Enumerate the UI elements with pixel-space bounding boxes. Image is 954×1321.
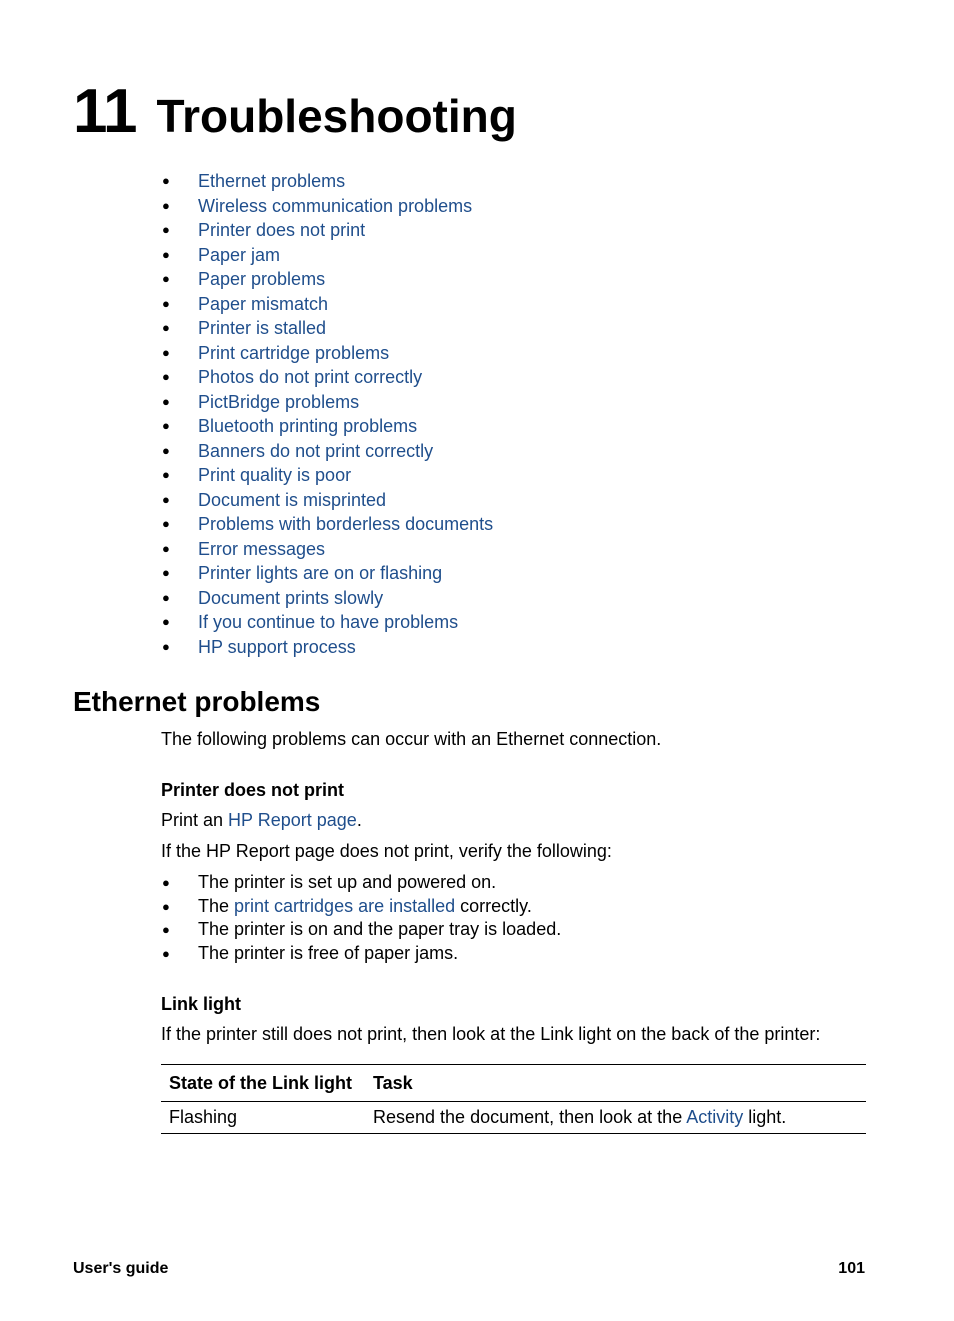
toc-link-error-messages[interactable]: Error messages bbox=[198, 538, 326, 559]
activity-link[interactable]: Activity bbox=[686, 1107, 744, 1127]
chapter-toc-list bbox=[162, 169, 493, 659]
bullet-icon: ● bbox=[162, 173, 170, 188]
toc-item bbox=[162, 218, 493, 243]
bullet-icon: ● bbox=[162, 442, 170, 458]
toc-link-problems-with-borderless-documents[interactable]: Problems with borderless documents bbox=[198, 514, 494, 534]
bullet-icon: ● bbox=[162, 638, 170, 654]
toc-link-hp-support-process[interactable]: HP support process bbox=[198, 636, 356, 657]
link-light-intro: If the printer still does not print, then look at the Link light on the back of the printer: bbox=[161, 1024, 821, 1044]
bullet-icon: ● bbox=[162, 344, 170, 360]
toc-link-banners-do-not-print-correctly[interactable]: Banners do not print correctly bbox=[198, 440, 434, 461]
bullet-icon: ● bbox=[162, 271, 170, 286]
toc-item bbox=[162, 267, 493, 292]
chapter-heading bbox=[73, 76, 517, 147]
bullet-icon: ● bbox=[162, 589, 170, 605]
list-item-text: The printer is set up and powered on. bbox=[198, 872, 497, 892]
bullet-icon: ● bbox=[162, 393, 170, 409]
bullet-icon: ● bbox=[162, 197, 170, 213]
toc-item bbox=[162, 243, 493, 268]
list-item bbox=[162, 871, 561, 895]
list-item bbox=[162, 942, 561, 966]
toc-link-print-cartridge-problems[interactable]: Print cartridge problems bbox=[198, 342, 390, 363]
bullet-icon: ● bbox=[162, 946, 170, 962]
toc-link-print-quality-is-poor[interactable]: Print quality is poor bbox=[198, 465, 352, 485]
toc-item bbox=[162, 488, 493, 513]
bullet-icon: ● bbox=[162, 491, 170, 507]
toc-item bbox=[162, 341, 493, 366]
bullet-icon: ● bbox=[162, 246, 170, 262]
task-suffix: light. bbox=[743, 1107, 787, 1127]
toc-link-printer-is-stalled[interactable]: Printer is stalled bbox=[198, 318, 327, 338]
toc-item bbox=[162, 610, 493, 635]
list-item bbox=[162, 918, 561, 942]
subheading-link-light: Link light bbox=[161, 994, 241, 1014]
section-heading: Ethernet problems bbox=[73, 686, 321, 717]
toc-item bbox=[162, 635, 493, 660]
list-item-text-prefix: The bbox=[198, 895, 235, 916]
footer-guide-title: User's guide bbox=[73, 1260, 169, 1277]
bullet-icon: ● bbox=[162, 922, 170, 938]
toc-item bbox=[162, 169, 493, 194]
cell-task bbox=[365, 1102, 866, 1134]
list-item bbox=[162, 895, 561, 919]
toc-link-printer-lights[interactable]: Printer lights are on or flashing bbox=[198, 563, 443, 583]
link-light-table bbox=[161, 1064, 866, 1134]
bullet-icon: ● bbox=[162, 369, 170, 384]
list-item-text-suffix: correctly. bbox=[455, 895, 532, 916]
bullet-icon: ● bbox=[162, 516, 170, 531]
toc-link-printer-does-not-print[interactable]: Printer does not print bbox=[198, 220, 366, 240]
toc-item bbox=[162, 537, 493, 562]
print-cartridges-installed-link[interactable]: print cartridges are installed bbox=[234, 895, 456, 916]
section-intro: The following problems can occur with an Ethernet connection. bbox=[161, 729, 662, 749]
verify-list bbox=[162, 871, 561, 966]
list-item-text: The printer is free of paper jams. bbox=[198, 943, 459, 964]
toc-item bbox=[162, 512, 493, 537]
toc-link-document-is-misprinted[interactable]: Document is misprinted bbox=[198, 489, 387, 510]
bullet-icon: ● bbox=[162, 222, 170, 237]
footer-page-number: 101 bbox=[838, 1260, 865, 1277]
toc-link-wireless-communication-problems[interactable]: Wireless communication problems bbox=[198, 195, 473, 216]
toc-link-paper-problems[interactable]: Paper problems bbox=[198, 269, 326, 289]
bullet-icon: ● bbox=[162, 320, 170, 335]
toc-link-bluetooth-printing-problems[interactable]: Bluetooth printing problems bbox=[198, 416, 418, 436]
column-header-state: State of the Link light bbox=[169, 1072, 352, 1093]
bullet-icon: ● bbox=[162, 540, 170, 556]
table-row bbox=[161, 1102, 866, 1134]
toc-link-document-prints-slowly[interactable]: Document prints slowly bbox=[198, 587, 384, 608]
toc-item bbox=[162, 316, 493, 341]
hp-report-page-link[interactable]: HP Report page bbox=[228, 810, 357, 830]
bullet-icon: ● bbox=[162, 295, 170, 311]
toc-link-ethernet-problems[interactable]: Ethernet problems bbox=[198, 171, 346, 191]
bullet-icon: ● bbox=[162, 614, 170, 629]
table-header-row bbox=[161, 1065, 866, 1102]
list-item-text: The printer is on and the paper tray is loaded. bbox=[198, 919, 562, 940]
bullet-icon: ● bbox=[162, 418, 170, 433]
cell-state: Flashing bbox=[169, 1107, 238, 1127]
subheading-printer-does-not-print: Printer does not print bbox=[161, 780, 345, 800]
chapter-title: Troubleshooting bbox=[156, 90, 517, 142]
toc-item bbox=[162, 463, 493, 488]
toc-link-pictbridge-problems[interactable]: PictBridge problems bbox=[198, 391, 360, 412]
print-report-paragraph bbox=[161, 809, 362, 831]
bullet-icon: ● bbox=[162, 467, 170, 482]
toc-item bbox=[162, 414, 493, 439]
toc-item bbox=[162, 194, 493, 219]
toc-item bbox=[162, 586, 493, 611]
bullet-icon: ● bbox=[162, 875, 170, 890]
column-header-task: Task bbox=[373, 1072, 413, 1093]
toc-item bbox=[162, 439, 493, 464]
chapter-number: 11 bbox=[73, 77, 137, 146]
print-an-prefix: Print an bbox=[161, 810, 229, 830]
print-an-suffix: . bbox=[356, 810, 362, 830]
toc-item bbox=[162, 292, 493, 317]
toc-item bbox=[162, 390, 493, 415]
toc-link-if-you-continue[interactable]: If you continue to have problems bbox=[198, 612, 459, 632]
toc-item bbox=[162, 365, 493, 390]
toc-link-paper-mismatch[interactable]: Paper mismatch bbox=[198, 293, 329, 314]
bullet-icon: ● bbox=[162, 898, 170, 914]
task-prefix: Resend the document, then look at the bbox=[373, 1107, 687, 1127]
toc-item bbox=[162, 561, 493, 586]
bullet-icon: ● bbox=[162, 565, 170, 580]
toc-link-paper-jam[interactable]: Paper jam bbox=[198, 244, 281, 265]
toc-link-photos-do-not-print-correctly[interactable]: Photos do not print correctly bbox=[198, 367, 423, 387]
verify-intro: If the HP Report page does not print, verify the following: bbox=[161, 841, 612, 861]
